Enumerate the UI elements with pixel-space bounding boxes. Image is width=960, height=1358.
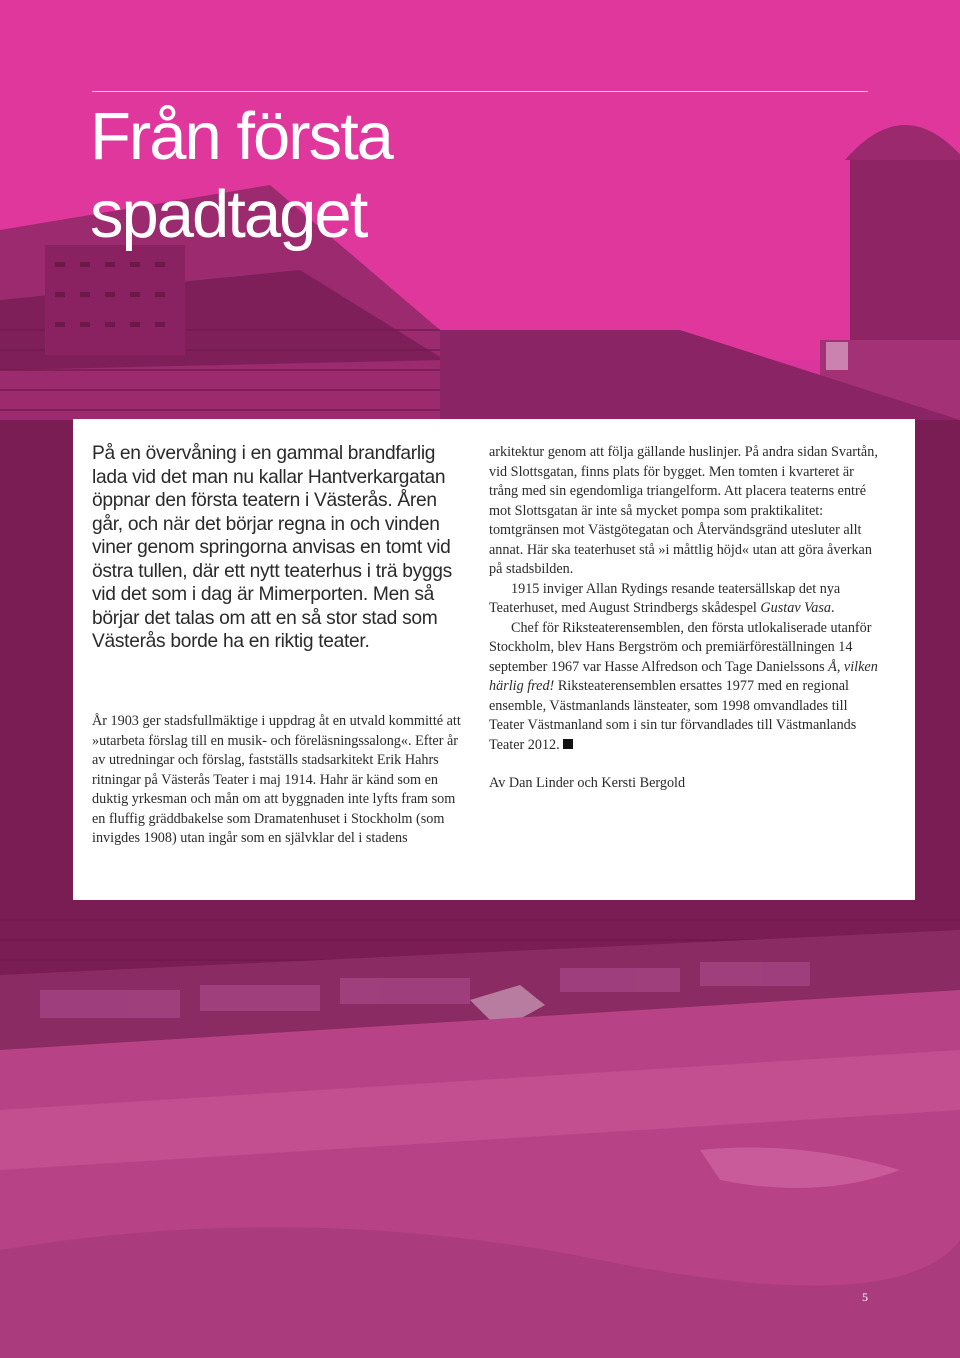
body-paragraph: År 1903 ger stadsfullmäktige i uppdrag åt en utvald kommitté att »utarbeta förslag till en musik- och föreläsningssalong«. Efter år av utredningar och förslag, fastställs stadsarkitekt Erik Hahrs ritningar på Västerås Teater i maj 1914. Hahr är känd som en duktig yrkesman och mån om att byggnaden inte lyfts fram som en fluffig gräddbakelse som Dramatenhuset i Stockholm (som invigdes 1908) utan ingår som en självklar del i stadens [92,713,461,846]
title-line-1: Från första [90,99,392,174]
play-title: Å, vilken härlig fred! [489,658,878,694]
end-mark-icon [563,739,573,749]
body-paragraph [489,619,879,756]
body-paragraph [489,580,879,619]
body-text: 1915 inviger Allan Rydings resande teatersällskap det nya Teaterhuset, med August Strindbergs skådespel [489,580,841,616]
page-number: 5 [862,1290,868,1304]
page-title [90,98,392,254]
byline: Av Dan Linder och Kersti Bergold [489,775,686,791]
play-title: Gustav Vasa [760,600,831,616]
lead-paragraph: På en övervåning i en gammal brandfarlig lada vid det man nu kallar Hantverkargatan öppnar den första teatern i Västerås. Åren går, och när det börjar regna in och vinden viner genom springorna anvisas en tomt vid östra tullen, där ett nytt teaterhus i trä byggs vid det som i dag är Mimerporten. Men så börjar det talas om att en så stor stad som Västerås borde ha en riktig teater. [92,443,452,652]
title-line-2: spadtaget [90,177,367,252]
body-text: . [830,600,835,616]
body-text: Chef för Riksteaterensemblen, den första utlokaliserade utanför Stockholm, blev Hans Bergström och premiärföreställningen 14 september 1967 var Hasse Alfredson och Tage Danielssons [489,619,872,675]
body-paragraph: arkitektur genom att följa gällande huslinjer. På andra sidan Svartån, vid Slottsgatan, finns plats för bygget. Men tomten i kvarteret är trång med sin egendomliga triangelform. Att placera teaterns entré mot Slottsgatan är inte så mycket pompa som praktikalitet: tomtgränsen mot Västgötegatan och Återvändsgränd utesluter allt annat. Här ska teaterhuset stå »i måttlig höjd« utan att göra åverkan på stadsbilden. [489,444,878,577]
body-column-left [92,712,462,849]
body-text: Riksteaterensemblen ersattes 1977 med en regional ensemble, Västmanlands länsteater, som 1998 omvandlades till Teater Västmanland som i sin tur förvandlades till Västmanlands Teater 2012. [489,678,857,753]
top-rule [92,91,868,92]
body-column-right [489,443,879,794]
